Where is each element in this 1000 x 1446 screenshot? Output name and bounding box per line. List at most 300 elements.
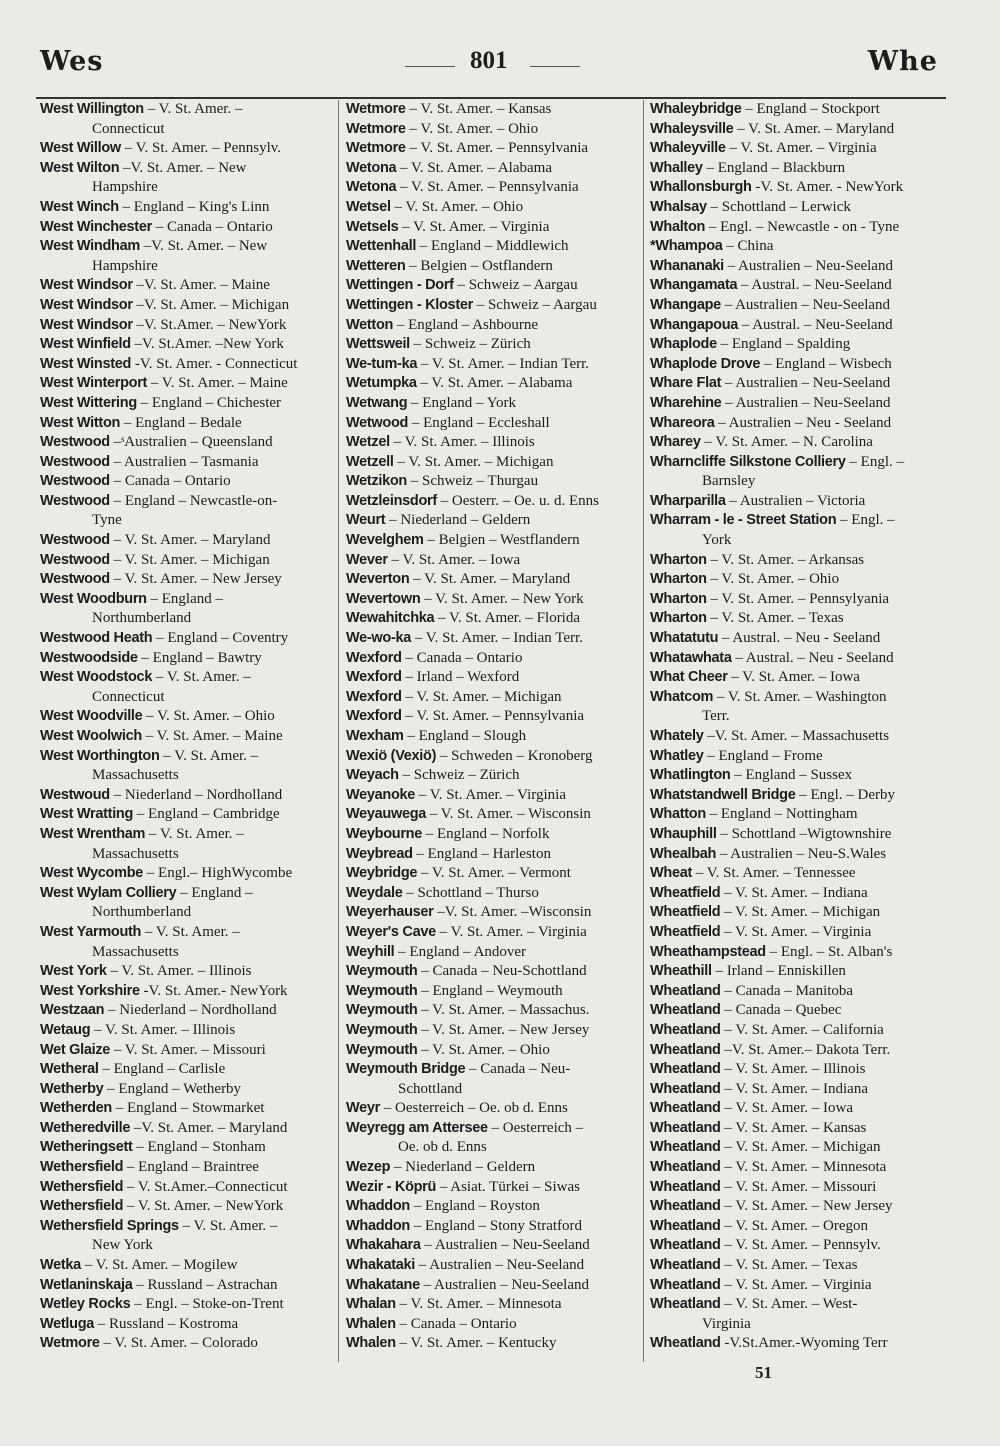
- gazetteer-entry: [40, 1158, 334, 1178]
- entry-headword: Whakataki: [346, 1257, 416, 1274]
- entry-headword: Wexford: [346, 649, 402, 666]
- entry-location: – Canada – Ontario: [405, 649, 523, 666]
- entry-location: – Irland – Wexford: [405, 669, 520, 686]
- entry-headword: Wharncliffe Silkstone Colliery: [650, 453, 846, 470]
- gazetteer-entry: [650, 511, 944, 550]
- entry-headword: Weybourne: [346, 825, 422, 842]
- gazetteer-entry: [650, 1276, 944, 1296]
- entry-location: – Engl. –: [840, 512, 895, 529]
- gazetteer-entry: [346, 609, 640, 629]
- entry-location: – V. St. Amer. – Tennessee: [695, 865, 856, 882]
- entry-headword: Wharey: [650, 434, 701, 451]
- gazetteer-entry: [346, 1001, 640, 1021]
- entry-location: – V. St. Amer. – Michigan: [405, 688, 562, 705]
- entry-location: – Canada – Neu-: [469, 1061, 571, 1078]
- entry-headword: Wheatland: [650, 1100, 721, 1117]
- entry-headword: Whareora: [650, 414, 715, 431]
- entry-location: – V. St. Amer. – Missouri: [724, 1178, 877, 1195]
- entry-headword: Westwood: [40, 434, 110, 451]
- entry-headword: Weymouth: [346, 1002, 418, 1019]
- column-divider-1: [338, 100, 339, 1362]
- entry-headword: Wharehine: [650, 394, 722, 411]
- entry-location: – V. St. Amer. – Pennsylvania: [400, 179, 579, 196]
- entry-headword: Whakatane: [346, 1276, 420, 1293]
- entry-location: – V. St. Amer. – Illinois: [94, 1021, 236, 1038]
- entry-location: -V.St.Amer.-Wyoming Terr: [724, 1335, 888, 1352]
- gazetteer-entry: [650, 218, 944, 238]
- entry-headword: Weybridge: [346, 865, 418, 882]
- entry-headword: Westwood: [40, 492, 110, 509]
- entry-location: – V. St. Amer. – Michigan: [724, 904, 881, 921]
- entry-headword: Wharton: [650, 610, 707, 627]
- entry-headword: Whately: [650, 728, 704, 744]
- entry-headword: Wheatland: [650, 1159, 721, 1176]
- gazetteer-entry: [40, 1256, 334, 1276]
- gazetteer-entry: [40, 492, 334, 531]
- entry-headword: West Wylam Colliery: [40, 884, 177, 901]
- entry-location: – England – Stonham: [136, 1139, 266, 1156]
- entry-headword: West York: [40, 963, 107, 980]
- entry-headword: Wetzell: [346, 453, 394, 470]
- entry-headword: Westwood: [40, 473, 110, 490]
- gazetteer-entry: [650, 825, 944, 845]
- entry-location: – Canada – Manitoba: [724, 982, 854, 999]
- gazetteer-entry: [650, 257, 944, 277]
- entry-location: – V. St. Amer. –: [182, 1217, 278, 1234]
- entry-location: – England – Stony Stratford: [413, 1217, 583, 1234]
- entry-headword: Whare Flat: [650, 375, 722, 392]
- entry-location: – England – Spalding: [720, 336, 851, 353]
- gazetteer-entry: [650, 100, 944, 120]
- gazetteer-entry: [40, 1295, 334, 1315]
- entry-headword: Weydale: [346, 884, 403, 901]
- entry-location: – V. St. Amer. – Virginia: [439, 923, 587, 940]
- entry-location: – Australien – Tasmania: [113, 453, 259, 470]
- column-3: [650, 100, 944, 1354]
- gazetteer-entry: [40, 1334, 334, 1354]
- entry-location: – Schottland – Lerwick: [710, 198, 851, 215]
- entry-location: – V. St. Amer. – Virginia: [418, 786, 566, 803]
- entry-location: –V. St. Amer. – Maryland: [133, 1119, 288, 1136]
- entry-headword: Whaplode Drove: [650, 355, 761, 372]
- column-2: [346, 100, 640, 1354]
- entry-headword: Wetsel: [346, 198, 391, 215]
- entry-headword: Westwood: [40, 532, 110, 549]
- entry-location: – V. St. Amer. – Virginia: [724, 1276, 872, 1293]
- entry-headword: Wetmore: [346, 140, 406, 157]
- entry-headword: Westwood: [40, 571, 110, 588]
- gazetteer-entry: [40, 237, 334, 276]
- entry-headword: Westwood Heath: [40, 630, 153, 647]
- gazetteer-entry: [346, 1021, 640, 1041]
- entry-headword: Wetlaninskaja: [40, 1276, 133, 1293]
- entry-location: – England – Eccleshall: [411, 414, 550, 431]
- entry-location: – Schweiz – Zürich: [413, 336, 531, 353]
- entry-location: – V. St. Amer. – Minnesota: [399, 1296, 562, 1313]
- gazetteer-entry: [346, 139, 640, 159]
- entry-headword: West Worthington: [40, 747, 160, 764]
- gazetteer-entry: [346, 923, 640, 943]
- entry-headword: West Woodstock: [40, 669, 153, 686]
- entry-headword: Westwoud: [40, 786, 110, 803]
- gazetteer-entry: [650, 355, 944, 375]
- gazetteer-entry: [346, 1276, 640, 1296]
- entry-headword: Wetona: [346, 159, 397, 176]
- entry-headword: Wharton: [650, 571, 707, 588]
- gazetteer-entry: [40, 1217, 334, 1256]
- entry-location: – Niederland – Nordholland: [113, 786, 283, 803]
- gazetteer-entry: [40, 1099, 334, 1119]
- gazetteer-entry: [346, 257, 640, 277]
- gazetteer-entry: [650, 1197, 944, 1217]
- gazetteer-entry: [40, 218, 334, 238]
- gazetteer-entry: [40, 1001, 334, 1021]
- entry-headword: Westwood: [40, 551, 110, 568]
- entry-location: – England – Cambridge: [136, 806, 280, 823]
- gazetteer-entry: [650, 1236, 944, 1256]
- gazetteer-entry: [346, 551, 640, 571]
- entry-headword: Wetona: [346, 179, 397, 196]
- gazetteer-entry: [346, 414, 640, 434]
- gazetteer-entry: [650, 316, 944, 336]
- gazetteer-entry: [346, 825, 640, 845]
- entry-headword: Wethersfield: [40, 1159, 124, 1176]
- entry-headword: Westzaan: [40, 1002, 105, 1019]
- entry-location: – Schweiz – Aargau: [476, 296, 597, 313]
- entry-headword: West Winsted: [40, 355, 132, 372]
- entry-headword: Weverton: [346, 571, 410, 588]
- gazetteer-entry: [346, 845, 640, 865]
- gazetteer-entry: [346, 453, 640, 473]
- entry-headword: Whaleybridge: [650, 101, 742, 117]
- gazetteer-entry: [40, 747, 334, 786]
- entry-headword: Whaddon: [346, 1198, 410, 1215]
- entry-location: –V. St. Amer. – Massachusetts: [707, 728, 890, 744]
- entry-headword: West Wrentham: [40, 825, 146, 842]
- entry-location: – V. St. Amer. – Michigan: [113, 551, 270, 568]
- entry-headword: Whangamata: [650, 277, 738, 294]
- entry-headword: Weymouth: [346, 1041, 418, 1058]
- entry-headword: Whalton: [650, 218, 706, 235]
- entry-location: – V. St. Amer. – Minnesota: [724, 1159, 887, 1176]
- entry-headword: Wethersfield: [40, 1198, 124, 1215]
- gazetteer-entry: [40, 1138, 334, 1158]
- entry-headword: Weymouth: [346, 963, 418, 980]
- entry-location: – Engl. – St. Alban's: [769, 943, 893, 960]
- gazetteer-entry: [650, 629, 944, 649]
- gazetteer-entry: [40, 727, 334, 747]
- gazetteer-entry: [346, 1060, 640, 1099]
- entry-location: – Oesterr. – Oe. u. d. Enns: [440, 492, 599, 509]
- entry-location: – V. St. Amer. – Missouri: [113, 1041, 266, 1058]
- entry-headword: West Wratting: [40, 806, 134, 823]
- entry-location: – V. St. Amer. –: [155, 669, 251, 686]
- entry-location: – Russland – Kostroma: [97, 1315, 239, 1332]
- entry-headword: Weymouth: [346, 1021, 418, 1038]
- entry-headword: Wheatland: [650, 1335, 721, 1352]
- gazetteer-entry: [40, 433, 334, 453]
- gazetteer-entry: [346, 178, 640, 198]
- gazetteer-entry: [346, 296, 640, 316]
- entry-headword: Wezep: [346, 1159, 391, 1176]
- entry-headword: Whatcom: [650, 688, 714, 705]
- gazetteer-entry: [346, 688, 640, 708]
- entry-location: – Belgien – Ostflandern: [409, 257, 553, 274]
- gazetteer-entry: [346, 786, 640, 806]
- gazetteer-entry: [650, 1256, 944, 1276]
- entry-location: – V. St. Amer. – Vermont: [420, 865, 571, 882]
- entry-location: – V. St. Amer. – N. Carolina: [704, 434, 873, 451]
- entry-location: – Austral. – Neu - Seeland: [721, 630, 881, 647]
- gazetteer-entry: [650, 609, 944, 629]
- entry-location: -V. St. Amer. - Connecticut: [134, 355, 298, 372]
- gazetteer-entry: [40, 923, 334, 962]
- entry-headword: Wheatland: [650, 1080, 721, 1097]
- entry-location: –V. St. Amer. – Maine: [136, 277, 270, 294]
- entry-location: – V. St. Amer. – Ohio: [710, 571, 840, 588]
- entry-location: – V. St. Amer. – New York: [424, 590, 584, 607]
- entry-continuation: Connecticut: [92, 688, 165, 705]
- entry-location: – Australien – Neu-Seeland: [423, 1276, 589, 1293]
- entry-headword: Wharton: [650, 590, 707, 607]
- entry-location: – Russland – Astrachan: [136, 1276, 278, 1293]
- entry-location: –V. St. Amer. – Michigan: [136, 296, 290, 313]
- entry-location: – V. St. Amer. – Indian Terr.: [414, 630, 583, 647]
- entry-location: – V. St. Amer. – Indian Terr.: [420, 355, 590, 372]
- entry-location: – China: [726, 238, 774, 255]
- signature-mark: 51: [755, 1363, 772, 1382]
- gazetteer-entry: [40, 335, 334, 355]
- gazetteer-entry: [346, 805, 640, 825]
- entry-location: – England – Harleston: [416, 845, 551, 862]
- entry-location: – V. St. Amer. –: [144, 923, 240, 940]
- entry-headword: Wheatland: [650, 1139, 721, 1156]
- entry-continuation: Oe. ob d. Enns: [398, 1139, 487, 1156]
- entry-headword: Whakahara: [346, 1237, 421, 1254]
- entry-headword: Whalsay: [650, 198, 707, 215]
- gazetteer-entry: [40, 453, 334, 473]
- entry-headword: Weyr: [346, 1100, 380, 1117]
- entry-headword: Whaplode: [650, 336, 717, 353]
- entry-location: – Schottland –Wigtownshire: [720, 825, 892, 842]
- entry-location: – V. St. Amer. – Oregon: [724, 1217, 868, 1234]
- gazetteer-entry: [346, 943, 640, 963]
- entry-headword: Whalan: [346, 1296, 396, 1313]
- entry-headword: Wetluga: [40, 1315, 95, 1332]
- entry-location: – Australien – Neu-Seeland: [725, 394, 891, 411]
- entry-location: – England – Frome: [707, 747, 823, 764]
- entry-location: – V. St. Amer. – California: [724, 1021, 884, 1038]
- entry-headword: Wheatfield: [650, 884, 721, 901]
- entry-headword: West Winchester: [40, 218, 152, 235]
- gazetteer-entry: [40, 1119, 334, 1139]
- entry-location: – V. St. Amer. – New Jersey: [724, 1198, 893, 1215]
- entry-headword: Wetsels: [346, 218, 399, 235]
- entry-location: – Niederland – Geldern: [389, 512, 531, 529]
- entry-headword: Whangapoua: [650, 316, 739, 333]
- gazetteer-entry: [346, 472, 640, 492]
- entry-location: – England – Ashbourne: [396, 316, 539, 333]
- gazetteer-entry: [346, 1119, 640, 1158]
- gazetteer-entry: [346, 1295, 640, 1315]
- gazetteer-entry: [650, 570, 944, 590]
- gazetteer-entry: [650, 1138, 944, 1158]
- gazetteer-entry: [346, 649, 640, 669]
- gazetteer-entry: [40, 296, 334, 316]
- column-divider-2: [643, 100, 644, 1362]
- entry-location: – V. St. Amer. – Iowa: [724, 1100, 853, 1117]
- entry-location: – V. St. Amer. – Maryland: [737, 120, 895, 137]
- gazetteer-entry: [346, 316, 640, 336]
- entry-headword: Whatstandwell Bridge: [650, 786, 796, 803]
- entry-headword: Wheatland: [650, 1002, 721, 1019]
- entry-location: – V. St. Amer. – Pennsylvania: [405, 708, 585, 725]
- entry-location: – Engl. – Stoke-on-Trent: [134, 1296, 284, 1313]
- entry-headword: Wetwood: [346, 414, 409, 431]
- entry-location: – V. St. Amer. – Illinois: [724, 1061, 866, 1078]
- gazetteer-entry: [650, 198, 944, 218]
- entry-location: – V. St. Amer. – Illinois: [110, 963, 252, 980]
- entry-headword: Wetumpka: [346, 375, 417, 392]
- header-dash-left: [405, 66, 455, 67]
- header-rule: [36, 97, 946, 99]
- entry-headword: Whauphill: [650, 825, 717, 842]
- entry-location: – England – Braintree: [126, 1159, 259, 1176]
- entry-headword: Wheathill: [650, 963, 712, 980]
- gazetteer-entry: [650, 120, 944, 140]
- entry-headword: Weyerhauser: [346, 904, 434, 921]
- gazetteer-entry: [650, 1041, 944, 1061]
- entry-headword: Wharparilla: [650, 492, 726, 509]
- entry-location: – V. St. Amer. – Michigan: [397, 453, 554, 470]
- entry-location: –V. St.Amer. –New York: [134, 336, 284, 353]
- gazetteer-entry: [346, 727, 640, 747]
- entry-continuation: Barnsley: [702, 473, 756, 490]
- gazetteer-entry: [40, 472, 334, 492]
- gazetteer-entry: [346, 962, 640, 982]
- gazetteer-entry: [650, 159, 944, 179]
- gazetteer-entry: [346, 668, 640, 688]
- entry-headword: Whaleysville: [650, 120, 734, 137]
- entry-location: – V. St. Amer. – Pennsylv.: [124, 140, 282, 157]
- gazetteer-entry: [40, 1276, 334, 1296]
- gazetteer-entry: [40, 1021, 334, 1041]
- entry-headword: West Willington: [40, 101, 144, 117]
- entry-location: – Asiat. Türkei – Siwas: [439, 1178, 580, 1195]
- entry-location: – V. St. Amer. – Indiana: [724, 1080, 868, 1097]
- entry-headword: Whaleyville: [650, 140, 726, 157]
- gazetteer-entry: [650, 1119, 944, 1139]
- gazetteer-entry: [40, 159, 334, 198]
- column-1: [40, 100, 334, 1354]
- entry-headword: We-tum-ka: [346, 355, 418, 372]
- entry-location: – England – Norfolk: [425, 825, 550, 842]
- gazetteer-entry: [40, 668, 334, 707]
- entry-headword: Wexford: [346, 669, 402, 686]
- gazetteer-entry: [650, 335, 944, 355]
- gazetteer-entry: [346, 433, 640, 453]
- gazetteer-entry: [346, 1178, 640, 1198]
- entry-headword: Whatawhata: [650, 649, 732, 666]
- gazetteer-entry: [346, 276, 640, 296]
- entry-location: – England – York: [411, 394, 517, 411]
- entry-location: –ˢAustralien – Queensland: [113, 434, 273, 451]
- entry-location: – Australien – Neu-Seeland: [724, 296, 891, 313]
- entry-location: – V. St. Amer. – New Jersey: [113, 571, 282, 588]
- entry-location: –V. St.Amer. – NewYork: [136, 316, 287, 333]
- gazetteer-entry: [40, 1197, 334, 1217]
- gazetteer-entry: [346, 531, 640, 551]
- entry-headword: Weyhill: [346, 943, 395, 960]
- gazetteer-entry: [346, 159, 640, 179]
- entry-location: – Schweiz – Thurgau: [410, 473, 539, 490]
- entry-headword: Wet Glaize: [40, 1041, 111, 1058]
- entry-headword: Wetheral: [40, 1061, 99, 1078]
- page-number: 801: [470, 47, 508, 74]
- entry-location: – England – Blackburn: [706, 159, 846, 176]
- entry-headword: Wexford: [346, 708, 402, 725]
- entry-location: – V. St. Amer. – Ohio: [421, 1041, 550, 1058]
- entry-location: – V. St. Amer. – Maryland: [113, 532, 271, 549]
- gazetteer-entry: [346, 492, 640, 512]
- gazetteer-entry: [40, 100, 334, 139]
- gazetteer-entry: [346, 1256, 640, 1276]
- gazetteer-entry: [346, 982, 640, 1002]
- entry-location: – England – Sussex: [734, 767, 853, 784]
- gazetteer-entry: [40, 355, 334, 375]
- gazetteer-entry: [650, 1178, 944, 1198]
- running-head-right: Whe: [867, 46, 938, 77]
- entry-headword: Wexiö (Vexiö): [346, 747, 437, 764]
- entry-location: – V. St. Amer. – Kansas: [724, 1119, 867, 1136]
- entry-location: – Canada – Quebec: [724, 1002, 842, 1019]
- entry-location: – Canada – Ontario: [155, 218, 273, 235]
- entry-continuation: Massachusetts: [92, 845, 179, 862]
- entry-headword: West Winch: [40, 198, 119, 215]
- entry-headword: Whatatutu: [650, 630, 719, 647]
- entry-continuation: Tyne: [92, 512, 122, 529]
- entry-headword: Weymouth: [346, 982, 418, 999]
- gazetteer-entry: [40, 414, 334, 434]
- entry-location: – V. St. Amer. – Washington: [716, 688, 887, 705]
- entry-location: – England – Bedale: [123, 414, 242, 431]
- header-dash-right: [530, 66, 580, 67]
- gazetteer-entry: [40, 864, 334, 884]
- entry-headword: Wetzikon: [346, 473, 407, 490]
- entry-headword: Wheatland: [650, 1296, 721, 1313]
- gazetteer-entry: [346, 903, 640, 923]
- entry-headword: Wharram - le - Street Station: [650, 512, 837, 529]
- gazetteer-entry: [40, 570, 334, 590]
- entry-location: – England – Weymouth: [421, 982, 563, 999]
- entry-location: – England – Stowmarket: [115, 1100, 265, 1117]
- gazetteer-entry: [346, 884, 640, 904]
- entry-headword: West Windsor: [40, 277, 133, 294]
- entry-location: – England – Nottingham: [709, 806, 858, 823]
- entry-location: – V. St. Amer. – Massachus.: [421, 1002, 590, 1019]
- entry-headword: Wetton: [346, 316, 394, 333]
- gazetteer-entry: [40, 649, 334, 669]
- gazetteer-entry: [346, 864, 640, 884]
- entry-location: – Schottland – Thurso: [406, 884, 539, 901]
- entry-location: – V. St. Amer. – NewYork: [126, 1198, 284, 1215]
- entry-location: – Engl. –: [849, 453, 905, 470]
- gazetteer-entry: [650, 1080, 944, 1100]
- gazetteer-entry: [650, 688, 944, 727]
- gazetteer-entry: [650, 903, 944, 923]
- entry-headword: Wetherden: [40, 1100, 112, 1117]
- entry-headword: West Woodville: [40, 708, 143, 725]
